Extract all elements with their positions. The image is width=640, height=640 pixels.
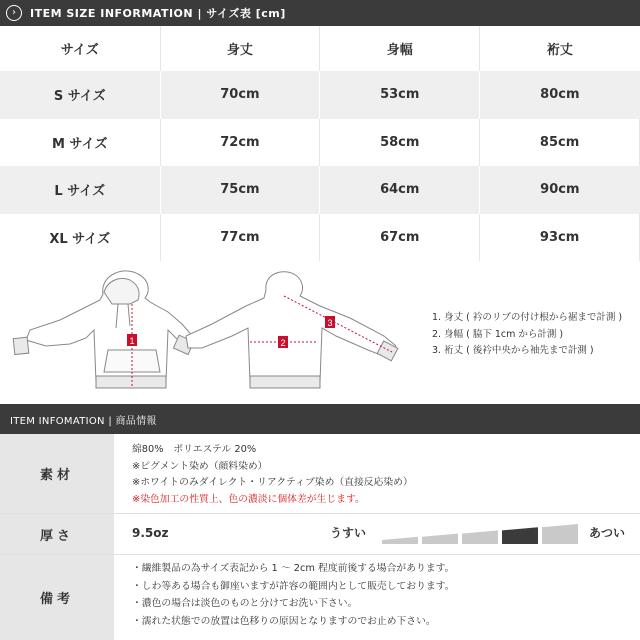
table-row xyxy=(0,214,640,262)
gauge-segment xyxy=(502,527,538,544)
remark-line: ・繊維製品の為サイズ表記から 1 ～ 2cm 程度前後する場合があります。 xyxy=(132,563,455,574)
length-cell: 77cm xyxy=(160,214,320,262)
thickness-label: 厚さ xyxy=(0,514,114,554)
marker-3-label: 3 xyxy=(327,318,333,328)
width-cell: 53cm xyxy=(320,71,480,119)
remark-line: ・濡れた状態での放置は色移りの原因となりますのでお止め下さい。 xyxy=(132,615,436,627)
thickness-gauge xyxy=(382,524,582,546)
remark-line: ・濃色の場合は淡色のものと分けてお洗い下さい。 xyxy=(132,598,358,609)
table-row xyxy=(0,166,640,214)
column-header-length: 身丈 xyxy=(160,26,320,71)
remark-line: ・しわ等ある場合も御座いますが許容の範囲内として販売しております。 xyxy=(132,580,455,592)
material-row xyxy=(0,434,640,514)
size-info-title: ITEM SIZE INFORMATION | サイズ表 [cm] xyxy=(30,7,286,20)
material-line: ※ピグメント染め（顔料染め） xyxy=(132,460,268,472)
gauge-segment xyxy=(542,524,578,544)
sleeve-cell: 90cm xyxy=(480,166,640,214)
width-cell: 64cm xyxy=(320,166,480,214)
hoodie-back xyxy=(186,272,398,388)
material-body xyxy=(114,434,640,513)
thin-label: うすい xyxy=(330,526,367,540)
size-cell: XL サイズ xyxy=(0,214,160,262)
remarks-label: 備考 xyxy=(0,555,114,640)
table-row xyxy=(0,71,640,119)
measurement-notes xyxy=(432,310,622,360)
chevron-right-icon: › xyxy=(6,5,22,21)
size-cell: L サイズ xyxy=(0,166,160,214)
thickness-body xyxy=(114,514,640,554)
table-row xyxy=(0,119,640,167)
length-cell: 72cm xyxy=(160,119,320,167)
size-table xyxy=(0,26,640,261)
length-cell: 70cm xyxy=(160,71,320,119)
width-cell: 67cm xyxy=(320,214,480,262)
gauge-segment xyxy=(422,534,458,544)
gauge-segment xyxy=(462,530,498,544)
hoodie-front xyxy=(13,271,196,388)
size-cell: M サイズ xyxy=(0,119,160,167)
length-cell: 75cm xyxy=(160,166,320,214)
material-line: 綿80% ポリエステル 20% xyxy=(132,444,257,455)
remarks-row xyxy=(0,555,640,640)
remarks-body xyxy=(114,555,640,640)
sleeve-cell: 93cm xyxy=(480,214,640,262)
material-line: ※ホワイトのみダイレクト・リアクティブ染め（直接反応染め） xyxy=(132,477,413,488)
column-header-sleeve: 裄丈 xyxy=(546,43,573,58)
thick-label: あつい xyxy=(589,526,626,540)
marker-1-label: 1 xyxy=(129,336,135,346)
note-width: 2. 身幅 ( 脇下 1cm から計測 ) xyxy=(432,328,564,340)
size-table-header-row xyxy=(0,26,640,71)
gauge-segment xyxy=(382,537,418,544)
thickness-row xyxy=(0,514,640,555)
note-sleeve: 3. 裄丈 ( 後衿中央から袖先まで計測 ) xyxy=(432,345,594,356)
item-info-header xyxy=(0,404,640,434)
material-label: 素材 xyxy=(0,434,114,513)
marker-2-label: 2 xyxy=(280,338,286,348)
note-length: 1. 身丈 ( 衿のリブの付け根から裾まで計測 ) xyxy=(432,312,623,323)
sleeve-cell: 85cm xyxy=(480,119,640,167)
column-header-width: 身幅 xyxy=(320,26,480,71)
thickness-value: 9.5oz xyxy=(132,526,169,540)
size-cell: S サイズ xyxy=(0,71,160,119)
sleeve-cell: 80cm xyxy=(480,71,640,119)
hoodie-illustration xyxy=(0,264,420,404)
size-info-header xyxy=(0,0,640,26)
column-header-size: サイズ xyxy=(0,26,160,71)
material-warning: ※染色加工の性質上、色の濃淡に個体差が生じます。 xyxy=(132,493,365,505)
width-cell: 58cm xyxy=(320,119,480,167)
item-info-title: ITEM INFOMATION | 商品情報 xyxy=(10,415,157,427)
